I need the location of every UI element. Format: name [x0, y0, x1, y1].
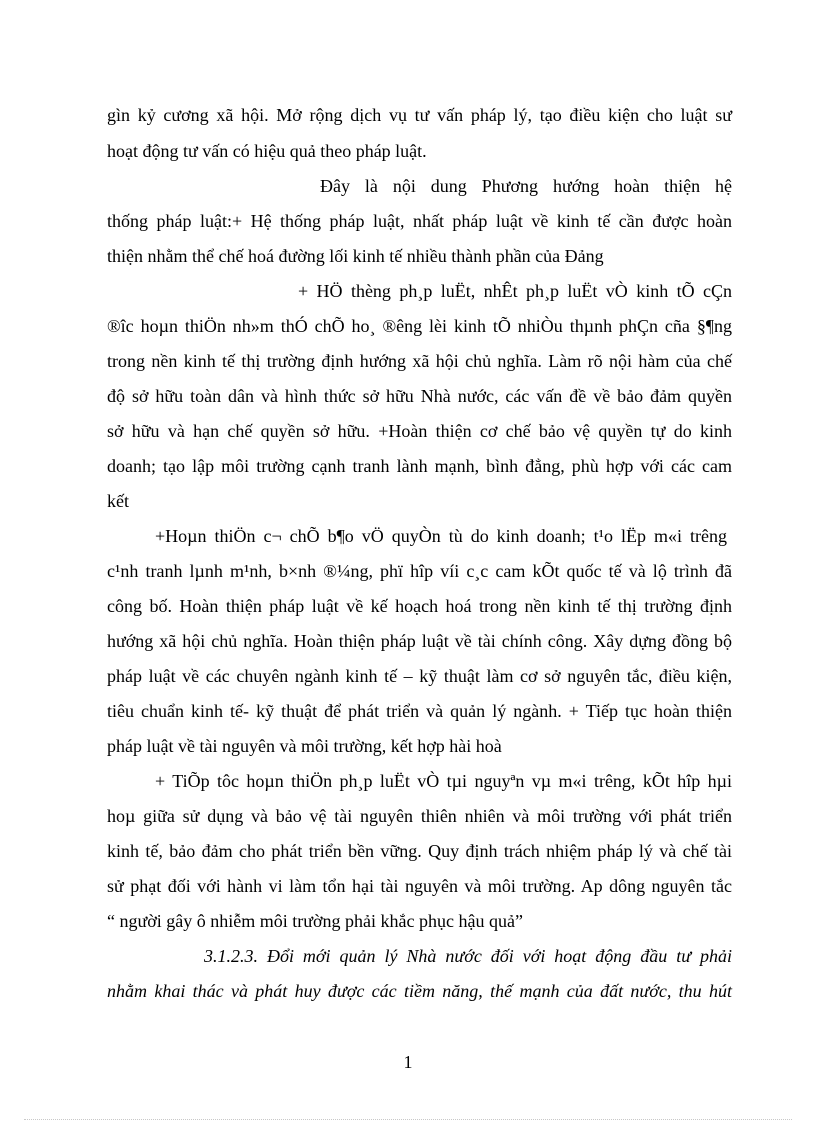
- text-line: hướng xã hội chủ nghĩa. Hoàn thiện pháp luật về tài chính công. Xây dựng đồng bộ: [107, 631, 732, 651]
- text-line: pháp luật về các chuyên ngành kinh tế – kỹ thuật làm cơ sở nguyên tắc, điều kiện,: [107, 666, 732, 686]
- text-line: doanh; tạo lập môi trường cạnh tranh lành mạnh, bình đẳng, phù hợp với các cam: [107, 456, 732, 476]
- text-line: kinh tế, bảo đảm cho phát triển bền vững. Quy định trách nhiệm pháp lý và chế tài: [107, 841, 732, 861]
- text-line: + HÖ thèng ph¸p luËt, nhÊt ph¸p luËt vÒ kinh tÕ cÇn: [298, 281, 732, 301]
- text-line: trong nền kinh tế thị trường định hướng xã hội chủ nghĩa. Làm rõ nội hàm của chế: [107, 351, 732, 371]
- text-line: +Hoµn thiÖn c¬ chÕ b¶o vÖ quyÒn tù do kinh doanh; t¹o lËp m«i trêng: [155, 526, 727, 546]
- text-line: hoạt động tư vấn có hiệu quả theo pháp luật.: [107, 141, 427, 161]
- section-heading-line: nhằm khai thác và phát huy được các tiềm năng, thế mạnh của đất nước, thu hút: [107, 981, 732, 1001]
- text-line: hoµ giữa sử dụng và bảo vệ tài nguyên thiên nhiên và môi trường với phát triển: [107, 806, 732, 826]
- text-line: sở hữu và hạn chế quyền sở hữu. +Hoàn thiện cơ chế bảo vệ quyền tự do kinh: [107, 421, 732, 441]
- text-line: Đây là nội dung Phương hướng hoàn thiện hệ: [320, 176, 732, 196]
- text-line: thiện nhằm thể chế hoá đường lối kinh tế nhiều thành phần của Đảng: [107, 246, 604, 266]
- text-line: c¹nh tranh lµnh m¹nh, b×nh ®¼ng, phï hîp víi c¸c cam kÕt quốc tế và lộ trình đã: [107, 561, 732, 581]
- text-line: sử phạt đối với hành vi làm tổn hại tài nguyên và môi trường. Ap dông nguyên tắc: [107, 876, 732, 896]
- text-line: công bố. Hoàn thiện pháp luật về kế hoạch hoá trong nền kinh tế thị trường định: [107, 596, 732, 616]
- text-line: ®îc hoµn thiÖn nh»m thÓ chÕ ho¸ ®êng lèi kinh tÕ nhiÒu thµnh phÇn cña §¶ng: [107, 316, 732, 336]
- text-line: thống pháp luật:+ Hệ thống pháp luật, nhất pháp luật về kinh tế cần được hoàn: [107, 211, 732, 231]
- text-line: pháp luật về tài nguyên và môi trường, kết hợp hài hoà: [107, 736, 502, 756]
- text-line: độ sở hữu toàn dân và hình thức sở hữu Nhà nước, các vấn đề về bảo đảm quyền: [107, 386, 732, 406]
- page-bottom-divider: [24, 1119, 792, 1120]
- text-line: “ người gây ô nhiễm môi trường phải khắc phục hậu quả”: [107, 911, 523, 931]
- text-line: + TiÕp tôc hoµn thiÖn ph¸p luËt vÒ tµi nguyªn vµ m«i trêng, kÕt hîp hµi: [155, 771, 732, 791]
- text-line: kết: [107, 491, 129, 511]
- section-heading-line: 3.1.2.3. Đổi mới quản lý Nhà nước đối với hoạt động đầu tư phải: [204, 946, 732, 966]
- text-line: gìn kỷ cương xã hội. Mở rộng dịch vụ tư vấn pháp lý, tạo điều kiện cho luật sư: [107, 105, 732, 125]
- page-number: 1: [403, 1052, 413, 1072]
- text-line: tiêu chuẩn kinh tế- kỹ thuật để phát triển và quản lý ngành. + Tiếp tục hoàn thiện: [107, 701, 732, 721]
